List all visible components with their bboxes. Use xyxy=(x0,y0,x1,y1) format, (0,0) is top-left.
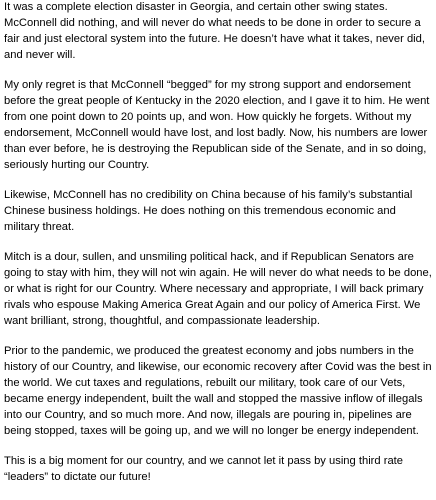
paragraph-china: Likewise, McConnell has no credibility on China because of his family’s substantial Chinese business holdings. He does nothing on this tremendous economic and military threat. xyxy=(4,189,413,233)
paragraph-closing: This is a big moment for our country, and we cannot let it pass by using third rate “leaders” to dictate our future! xyxy=(4,455,404,483)
paragraph-leadership: Mitch is a dour, sullen, and unsmiling political hack, and if Republican Senators are going to stay with him, they will not win again. He will never do what needs to be done, or what is right for our Country. Where necessary and appropriate, I will back primary rivals who espouse Making America Great Again and our policy of America First. We want brilliant, strong, thoughtful, and compassionate leadership. xyxy=(4,251,432,327)
paragraph-kentucky-endorsement: My only regret is that McConnell “begged” for my strong support and endorsement before the great people of Kentucky in the 2020 election, and I gave it to him. He went from one point down to 20 points up, and won. How quickly he forgets. Without my endorsement, McConnell would have lost, and lost badly. Now, his numbers are lower than ever before, he is destroying the Republican side of the Senate, and in so doing, seriously hurting our Country. xyxy=(4,79,430,171)
paragraph-georgia-election: It was a complete election disaster in Georgia, and certain other swing states. McConnell did nothing, and will never do what needs to be done in order to secure a fair and just electoral system into the future. He doesn’t have what it takes, never did, and never will. xyxy=(4,1,425,61)
paragraph-economy: Prior to the pandemic, we produced the greatest economy and jobs numbers in the history of our Country, and likewise, our economic recovery after Covid was the best in the world. We cut taxes and regulations, rebuilt our military, took care of our Vets, became energy independent, built the wall and stopped the massive inflow of illegals into our Country, and so much more. And now, illegals are pouring in, pipelines are being stopped, taxes will be going up, and we will no longer be energy independent. xyxy=(4,345,432,437)
